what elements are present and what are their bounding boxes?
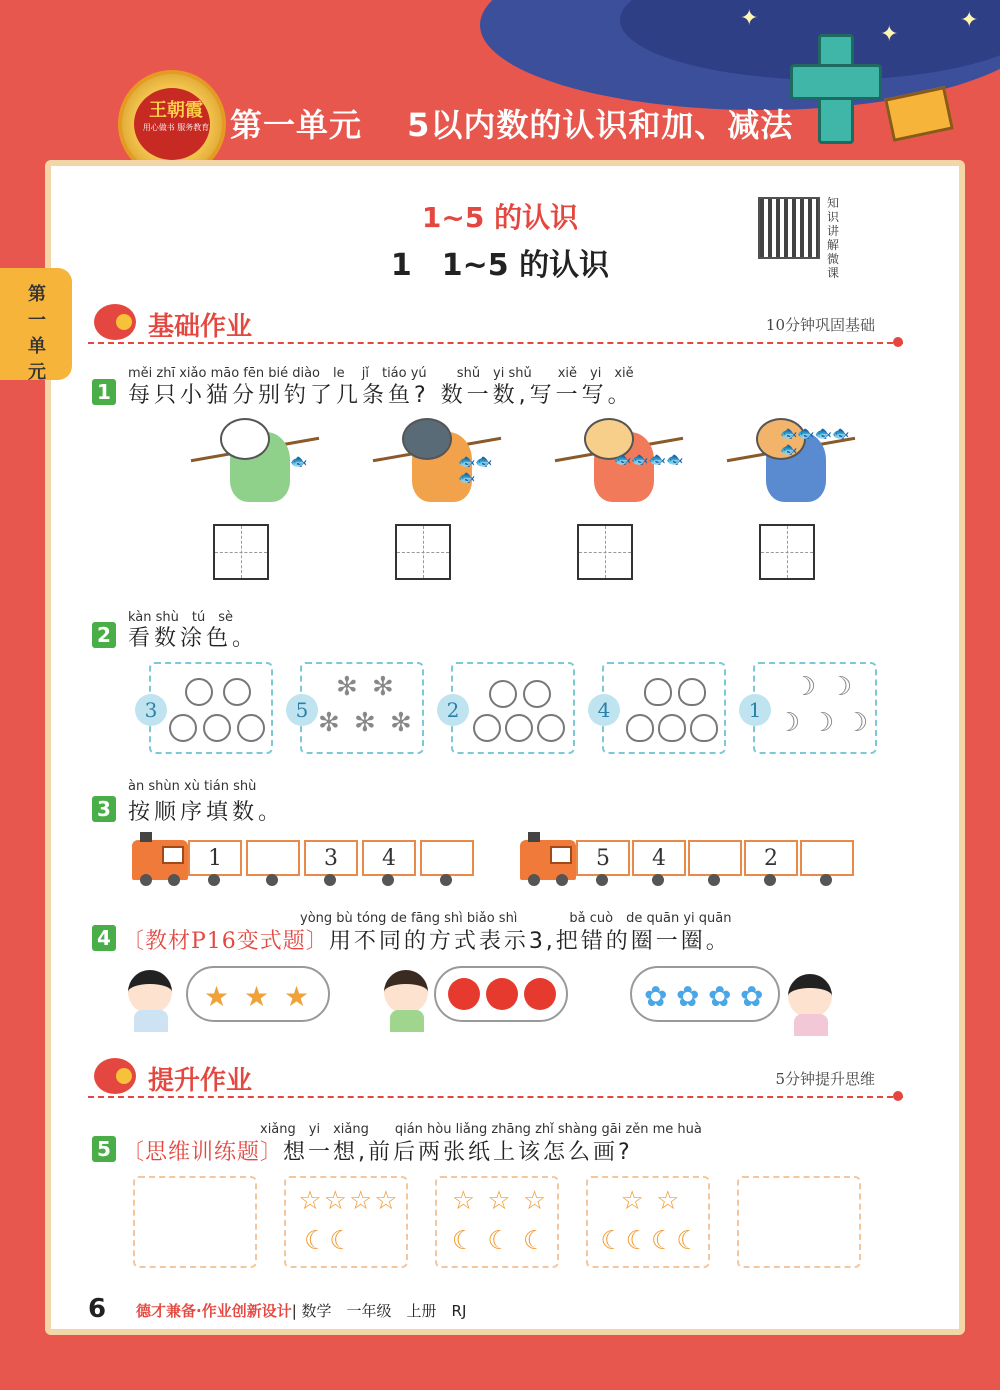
cat-illustration: 🐟🐟🐟🐟	[554, 418, 684, 518]
section-time-note: 5分钟提升思维	[775, 1070, 875, 1088]
target-number: 3	[135, 694, 167, 726]
question-number: 1	[92, 379, 116, 405]
pinyin-q2: kàn shù tú sè	[128, 610, 233, 625]
train-car[interactable]: 3	[304, 840, 358, 876]
qr-code-icon[interactable]	[758, 197, 820, 259]
side-unit-tab-label: 第一单元	[28, 284, 46, 383]
section-header-advanced	[88, 1058, 903, 1098]
plus-mascot-arm-icon	[790, 64, 882, 100]
answer-box[interactable]	[395, 524, 451, 580]
answer-box[interactable]	[577, 524, 633, 580]
peach-icon[interactable]	[473, 714, 501, 742]
flower-icon: ✿	[708, 980, 732, 1013]
question-text	[122, 924, 731, 955]
lesson-title: 1 1~5 的认识	[390, 248, 610, 283]
starfish-icon: ★	[284, 980, 310, 1013]
pattern-card	[586, 1176, 710, 1268]
apple-icon[interactable]	[185, 678, 213, 706]
leaf-icon[interactable]: ✻	[318, 708, 340, 738]
train-car[interactable]: 4	[632, 840, 686, 876]
pattern-card	[284, 1176, 408, 1268]
bell-icon	[94, 304, 136, 340]
target-number: 4	[588, 694, 620, 726]
question-body: 想一想,前后两张纸上该怎么画?	[283, 1140, 633, 1165]
question-number: 3	[92, 796, 116, 822]
starfish-icon: ★	[204, 980, 230, 1013]
train-engine-icon	[132, 840, 188, 880]
thought-bubble-starfish[interactable]	[186, 966, 330, 1022]
answer-box[interactable]	[759, 524, 815, 580]
banana-icon[interactable]: ☽	[777, 708, 801, 738]
apple-icon[interactable]	[223, 678, 251, 706]
flower-icon: ✿	[644, 980, 668, 1013]
sparkle-icon: ✦	[960, 8, 979, 33]
train-car[interactable]	[420, 840, 474, 876]
side-unit-tab[interactable]	[0, 268, 72, 383]
banana-icon[interactable]: ☽	[829, 672, 853, 702]
footer-details: | 数学 一年级 上册 RJ	[291, 1302, 467, 1320]
unit-title: 第一单元 5以内数的认识和加、减法	[230, 106, 794, 144]
star-row: ☆ ☆	[620, 1186, 682, 1216]
boy-icon	[124, 970, 178, 1030]
target-number: 1	[739, 694, 771, 726]
number-train-1	[132, 840, 472, 886]
train-car[interactable]	[800, 840, 854, 876]
train-car[interactable]: 5	[576, 840, 630, 876]
boy-icon	[784, 974, 838, 1034]
train-car[interactable]	[688, 840, 742, 876]
number-train-2	[520, 840, 860, 886]
flower-icon: ✿	[740, 980, 764, 1013]
peach-icon[interactable]	[489, 680, 517, 708]
question-number: 4	[92, 925, 116, 951]
leaf-icon[interactable]: ✻	[390, 708, 412, 738]
question-number: 2	[92, 622, 116, 648]
pear-icon[interactable]	[644, 678, 672, 706]
peach-icon[interactable]	[537, 714, 565, 742]
qr-label: 知识讲解微课	[827, 196, 840, 280]
page-number: 6	[88, 1294, 107, 1324]
apple-icon[interactable]	[203, 714, 231, 742]
question-body: 用不同的方式表示3,把错的圈一圈。	[328, 929, 731, 954]
section-title: 基础作业	[148, 312, 253, 342]
pinyin-q4: yòng bù tóng de fāng shì biǎo shì bǎ cuò de quān yi quān	[300, 911, 732, 926]
coloring-card-peaches[interactable]	[446, 662, 575, 754]
cat-illustration: 🐟🐟🐟	[372, 418, 502, 518]
cat-illustration: 🐟	[190, 418, 320, 518]
publisher-logo: 王朝霞 用心做书 服务教育	[118, 70, 226, 178]
coloring-card-bananas[interactable]	[748, 662, 877, 754]
train-car[interactable]: 2	[744, 840, 798, 876]
train-car[interactable]: 4	[362, 840, 416, 876]
flower-icon: ✿	[676, 980, 700, 1013]
train-car[interactable]	[246, 840, 300, 876]
apple-icon[interactable]	[169, 714, 197, 742]
question-number: 5	[92, 1136, 116, 1162]
apple-icon	[524, 978, 556, 1010]
pattern-card	[435, 1176, 559, 1268]
moon-row: ☾☾☾☾	[600, 1226, 702, 1256]
pinyin-q3: àn shùn xù tián shù	[128, 779, 257, 794]
target-number: 5	[286, 694, 318, 726]
question-text	[122, 1135, 633, 1166]
coloring-card-pears[interactable]	[597, 662, 726, 754]
coloring-card-leaves[interactable]	[295, 662, 424, 754]
pattern-card-blank[interactable]	[737, 1176, 861, 1268]
leaf-icon[interactable]: ✻	[354, 708, 376, 738]
banana-icon[interactable]: ☽	[793, 672, 817, 702]
bell-icon	[94, 1058, 136, 1094]
apple-icon[interactable]	[237, 714, 265, 742]
question-text: 看数涂色。	[128, 626, 259, 651]
footer-info	[136, 1300, 466, 1321]
answer-box[interactable]	[213, 524, 269, 580]
section-title: 提升作业	[148, 1066, 253, 1096]
banana-icon[interactable]: ☽	[811, 708, 835, 738]
pear-icon[interactable]	[690, 714, 718, 742]
footer-brand: 德才兼备·作业创新设计	[136, 1302, 292, 1320]
moon-row: ☾ ☾ ☾	[451, 1226, 549, 1256]
star-row: ☆☆☆☆	[298, 1186, 400, 1216]
banana-icon[interactable]: ☽	[845, 708, 869, 738]
star-row: ☆ ☆ ☆	[451, 1186, 549, 1216]
target-number: 2	[437, 694, 469, 726]
peach-icon[interactable]	[505, 714, 533, 742]
coloring-card-apples[interactable]	[144, 662, 273, 754]
girl-icon	[380, 970, 434, 1030]
section-time-note: 10分钟巩固基础	[765, 316, 875, 334]
train-engine-icon	[520, 840, 576, 880]
apple-icon	[448, 978, 480, 1010]
thought-bubble-apples[interactable]	[434, 966, 568, 1022]
question-text: 每只小猫分别钓了几条鱼? 数一数,写一写。	[128, 383, 634, 408]
sparkle-icon: ✦	[740, 6, 759, 31]
question-text: 按顺序填数。	[128, 800, 285, 825]
pear-icon[interactable]	[626, 714, 654, 742]
section-header-basic	[88, 304, 903, 344]
leaf-icon[interactable]: ✻	[372, 672, 394, 702]
section-subtitle: 1~5 的认识	[421, 201, 579, 234]
thought-bubble-flowers[interactable]	[630, 966, 780, 1022]
train-car[interactable]: 1	[188, 840, 242, 876]
sparkle-icon: ✦	[880, 22, 899, 47]
pear-icon[interactable]	[678, 678, 706, 706]
moon-row: ☾☾	[304, 1226, 355, 1256]
question-tag: 〔教材P16变式题〕	[122, 929, 329, 954]
question-tag: 〔思维训练题〕	[122, 1140, 284, 1165]
cat-illustration: 🐟🐟🐟🐟🐟	[726, 418, 856, 518]
pattern-card-blank[interactable]	[133, 1176, 257, 1268]
pinyin-q1: měi zhī xiǎo māo fēn bié diào le jǐ tiáo yú shǔ yi shǔ xiě yi xiě	[128, 366, 634, 381]
leaf-icon[interactable]: ✻	[336, 672, 358, 702]
apple-icon	[486, 978, 518, 1010]
pinyin-q5: xiǎng yi xiǎng qián hòu liǎng zhāng zhǐ shàng gāi zěn me huà	[260, 1122, 702, 1137]
starfish-icon: ★	[244, 980, 270, 1013]
peach-icon[interactable]	[523, 680, 551, 708]
pear-icon[interactable]	[658, 714, 686, 742]
